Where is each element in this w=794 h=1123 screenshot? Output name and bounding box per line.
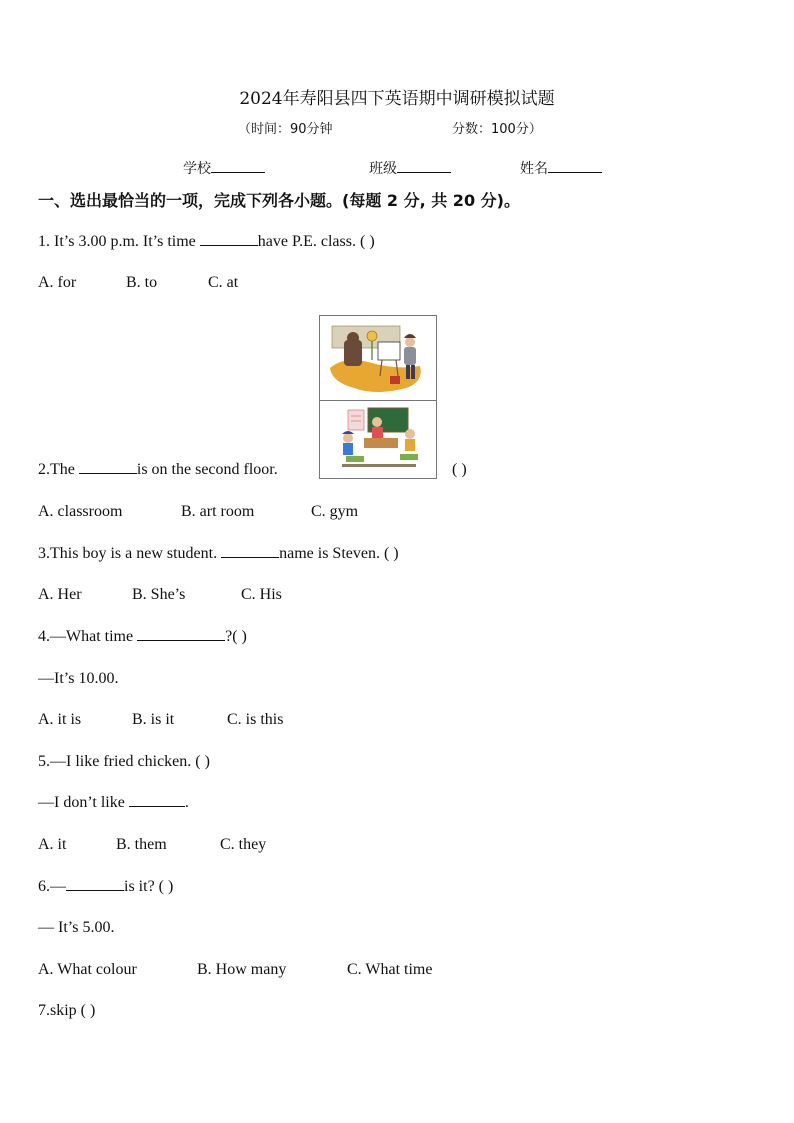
option-b[interactable]: B. is it bbox=[132, 711, 175, 728]
school-field[interactable] bbox=[183, 158, 265, 178]
school-label: 学校 bbox=[183, 161, 211, 177]
question-2-paren[interactable]: ( ) bbox=[452, 461, 467, 478]
school-blank[interactable] bbox=[211, 158, 265, 173]
class-blank[interactable] bbox=[397, 158, 451, 173]
question-2-options bbox=[38, 503, 358, 521]
option-c[interactable]: C. gym bbox=[311, 503, 359, 520]
answer-blank[interactable] bbox=[79, 461, 137, 474]
question-1: 1. It’s 3.00 p.m. It’s time have P.E. class. ( ) bbox=[38, 233, 375, 250]
question-5-options bbox=[38, 836, 266, 854]
name-label: 姓名 bbox=[520, 161, 548, 177]
question-3-options bbox=[38, 586, 282, 604]
answer-blank[interactable] bbox=[66, 878, 124, 891]
question-6-options bbox=[38, 961, 432, 979]
question-6-answer: — It’s 5.00. bbox=[38, 919, 115, 936]
option-b[interactable]: B. them bbox=[116, 836, 167, 853]
question-2: 2.The is on the second floor. bbox=[38, 461, 278, 478]
option-c[interactable]: C. What time bbox=[347, 961, 433, 978]
option-a[interactable]: A. classroom bbox=[38, 503, 123, 520]
question-5: 5.—I like fried chicken. ( ) bbox=[38, 753, 210, 770]
name-field[interactable] bbox=[520, 158, 602, 178]
art-room-scene bbox=[330, 326, 421, 392]
answer-blank[interactable] bbox=[137, 628, 225, 641]
section-heading: 一、选出最恰当的一项，完成下列各小题。(每题 2 分, 共 20 分)。 bbox=[38, 191, 520, 210]
class-field[interactable] bbox=[369, 158, 451, 178]
option-c[interactable]: C. at bbox=[208, 274, 239, 291]
question-4-options bbox=[38, 711, 283, 729]
option-b[interactable]: B. She’s bbox=[132, 586, 186, 603]
classroom-scene bbox=[342, 408, 418, 467]
question-5-reply: —I don’t like . bbox=[38, 794, 189, 811]
class-label: 班级 bbox=[369, 161, 397, 177]
option-a[interactable]: A. it bbox=[38, 836, 67, 853]
score-label: 分数：100分） bbox=[452, 122, 542, 137]
answer-blank[interactable] bbox=[221, 545, 279, 558]
option-b[interactable]: B. to bbox=[126, 274, 158, 291]
question-7: 7.skip ( ) bbox=[38, 1002, 96, 1019]
question-4-answer: —It’s 10.00. bbox=[38, 670, 119, 687]
option-c[interactable]: C. His bbox=[241, 586, 282, 603]
option-c[interactable]: C. is this bbox=[227, 711, 284, 728]
question-3: 3.This boy is a new student. name is Steven. ( ) bbox=[38, 545, 399, 562]
option-c[interactable]: C. they bbox=[220, 836, 267, 853]
question-6: 6.— is it? ( ) bbox=[38, 878, 174, 895]
option-b[interactable]: B. art room bbox=[181, 503, 255, 520]
time-label: （时间：90分钟 bbox=[238, 122, 333, 137]
option-a[interactable]: A. Her bbox=[38, 586, 82, 603]
name-blank[interactable] bbox=[548, 158, 602, 173]
option-b[interactable]: B. How many bbox=[197, 961, 287, 978]
question-4: 4.—What time ?( ) bbox=[38, 628, 247, 645]
page-title: 2024年寿阳县四下英语期中调研模拟试题 bbox=[239, 89, 555, 109]
question-2-picture bbox=[319, 315, 437, 479]
option-a[interactable]: A. What colour bbox=[38, 961, 137, 978]
option-a[interactable]: A. for bbox=[38, 274, 77, 291]
answer-blank[interactable] bbox=[200, 233, 258, 246]
art-room-classroom-illustration bbox=[320, 316, 436, 478]
question-1-options bbox=[38, 274, 238, 292]
option-a[interactable]: A. it is bbox=[38, 711, 82, 728]
answer-blank[interactable] bbox=[129, 794, 185, 807]
